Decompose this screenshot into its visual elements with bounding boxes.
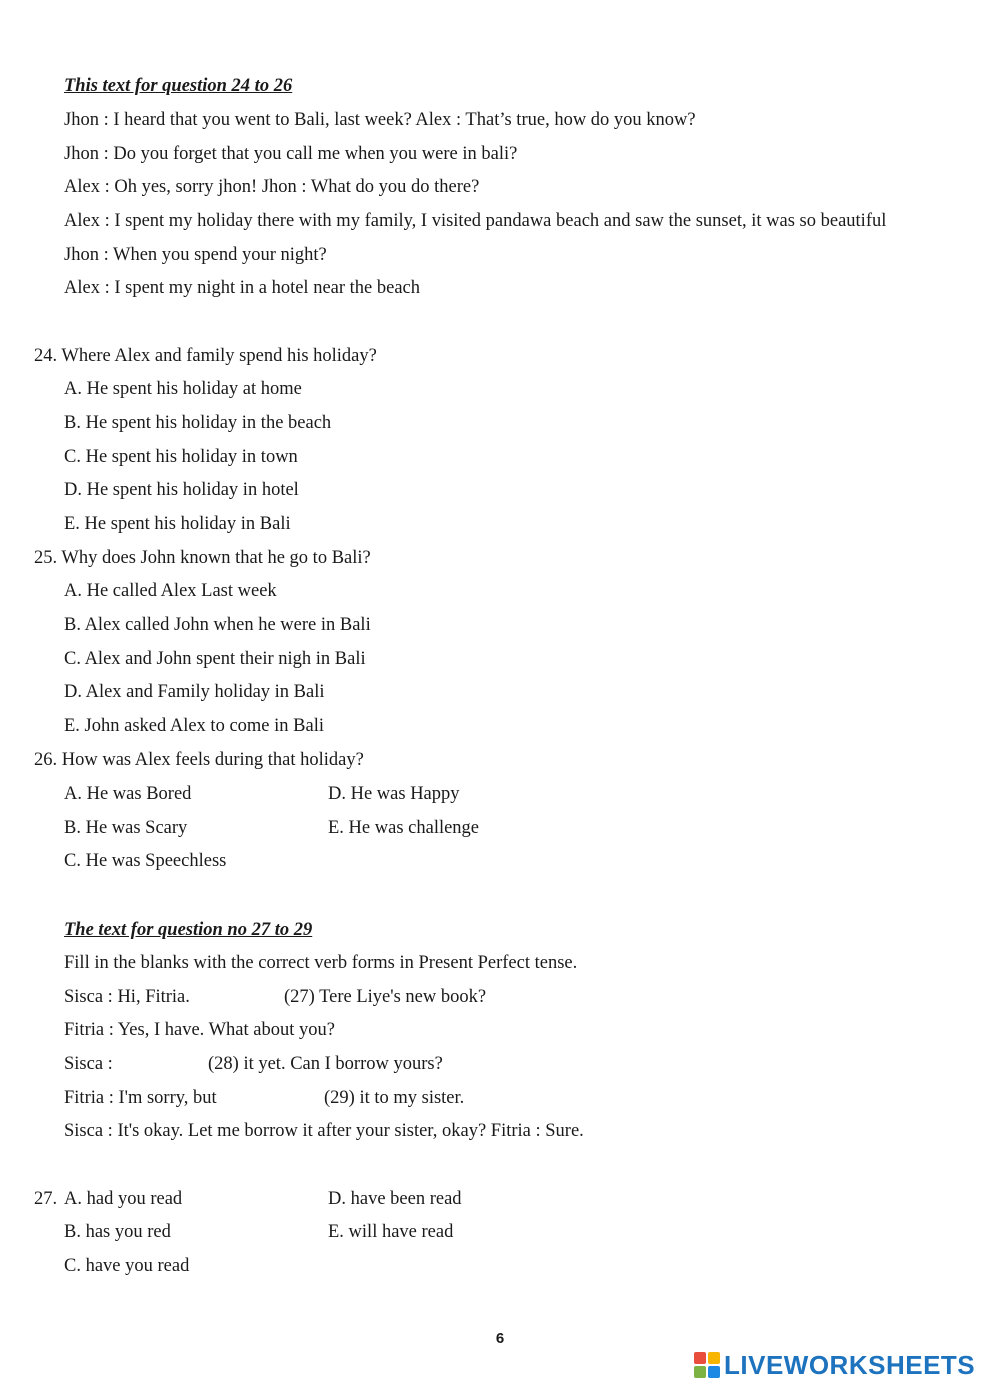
option-26b[interactable]: B. He was Scary — [64, 818, 188, 838]
dialogue-line: Alex : I spent my night in a hotel near the beach — [64, 278, 421, 298]
passage2-heading: The text for question no 27 to 29 — [64, 920, 313, 940]
dialogue-line: Fitria : I'm sorry, but — [64, 1088, 217, 1108]
option-27c[interactable]: C. have you read — [64, 1256, 190, 1276]
option-26d[interactable]: D. He was Happy — [328, 784, 460, 804]
question-26: 26. How was Alex feels during that holiday? — [34, 750, 364, 770]
blank-27-text: (27) Tere Liye's new book? — [284, 987, 487, 1007]
dialogue-line: Fitria : Yes, I have. What about you? — [64, 1020, 335, 1040]
option-24e[interactable]: E. He spent his holiday in Bali — [64, 514, 291, 534]
blank-28-text: (28) it yet. Can I borrow yours? — [208, 1054, 443, 1074]
option-24a[interactable]: A. He spent his holiday at home — [64, 379, 302, 399]
dialogue-line: Jhon : When you spend your night? — [64, 245, 327, 265]
option-25d[interactable]: D. Alex and Family holiday in Bali — [64, 682, 325, 702]
question-25: 25. Why does John known that he go to Bali? — [34, 548, 371, 568]
dialogue-line: Sisca : — [64, 1054, 113, 1074]
question-24: 24. Where Alex and family spend his holiday? — [34, 346, 377, 366]
question-27-number: 27. — [34, 1189, 58, 1209]
option-26a[interactable]: A. He was Bored — [64, 784, 192, 804]
liveworksheets-logo[interactable] — [694, 1349, 975, 1381]
dialogue-line: Alex : Oh yes, sorry jhon! Jhon : What do you do there? — [64, 177, 480, 197]
option-25b[interactable]: B. Alex called John when he were in Bali — [64, 615, 371, 635]
option-27a[interactable]: A. had you read — [64, 1189, 183, 1209]
option-24b[interactable]: B. He spent his holiday in the beach — [64, 413, 332, 433]
dialogue-line: Sisca : Hi, Fitria. — [64, 987, 190, 1007]
option-24c[interactable]: C. He spent his holiday in town — [64, 447, 298, 467]
logo-text: LIVEWORKSHEETS — [724, 1349, 976, 1380]
option-27e[interactable]: E. will have read — [328, 1222, 454, 1242]
option-26e[interactable]: E. He was challenge — [328, 818, 480, 838]
option-27b[interactable]: B. has you red — [64, 1222, 171, 1242]
option-27d[interactable]: D. have been read — [328, 1189, 462, 1209]
dialogue-line: Sisca : It's okay. Let me borrow it after your sister, okay? Fitria : Sure. — [64, 1121, 584, 1141]
dialogue-line: Jhon : Do you forget that you call me when you were in bali? — [64, 144, 518, 164]
option-25e[interactable]: E. John asked Alex to come in Bali — [64, 716, 324, 736]
instruction: Fill in the blanks with the correct verb forms in Present Perfect tense. — [64, 953, 578, 973]
dialogue-line: Alex : I spent my holiday there with my family, I visited pandawa beach and saw the sunset, it was so beautiful — [64, 211, 887, 231]
page-number: 6 — [495, 1330, 505, 1347]
option-25a[interactable]: A. He called Alex Last week — [64, 581, 277, 601]
option-25c[interactable]: C. Alex and John spent their nigh in Bali — [64, 649, 366, 669]
option-24d[interactable]: D. He spent his holiday in hotel — [64, 480, 299, 500]
dialogue-line: Jhon : I heard that you went to Bali, last week? Alex : That’s true, how do you know? — [64, 110, 696, 130]
blank-29-text: (29) it to my sister. — [324, 1088, 465, 1108]
passage1-heading: This text for question 24 to 26 — [64, 76, 293, 96]
option-26c[interactable]: C. He was Speechless — [64, 851, 227, 871]
logo-squares-icon — [694, 1352, 720, 1378]
